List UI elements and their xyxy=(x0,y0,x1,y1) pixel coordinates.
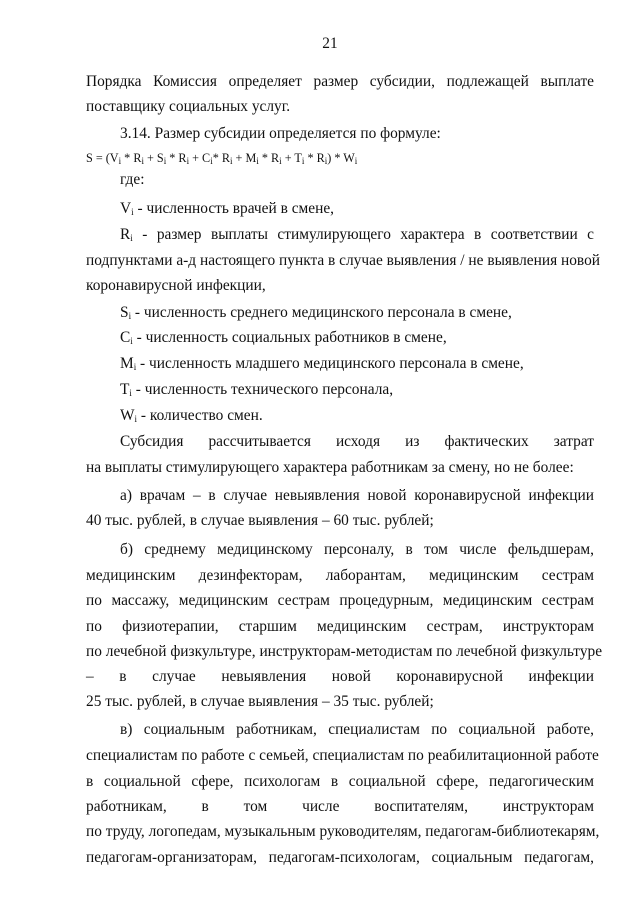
text-line: по труду, логопедам, музыкальным руководителям, педагогам-библиотекарям, xyxy=(86,823,600,840)
text-line: коронавирусной инфекции, xyxy=(86,277,266,294)
text-line: по массажу, медицинским сестрам процедурным, медицинским сестрам xyxy=(86,592,594,609)
definition-w: $W_i$ - количество смен. xyxy=(120,407,263,424)
text-line: 40 тыс. рублей, в случае выявления – 60 тыс. рублей; xyxy=(86,512,434,529)
text-line: специалистам по работе с семьей, специалистам по реабилитационной работе xyxy=(86,747,599,764)
text-line: подпунктами а-д настоящего пункта в случае выявления / не выявления новой xyxy=(86,252,601,269)
definition-m: $M_i$ - численность младшего медицинского персонала в смене, xyxy=(120,355,524,372)
page-number: 21 xyxy=(322,35,338,52)
text-line: 3.14. Размер субсидии определяется по формуле: xyxy=(120,125,441,142)
text-line: 25 тыс. рублей, в случае выявления – 35 тыс. рублей; xyxy=(86,693,434,710)
list-item-b: б) среднему медицинскому персоналу, в том числе фельдшерам, xyxy=(120,541,594,558)
list-item-v: в) социальным работникам, специалистам по социальной работе, xyxy=(120,721,594,738)
text-line: на выплаты стимулирующего характера работникам за смену, но не более: xyxy=(86,459,574,476)
definition-v: $V_i$ - численность врачей в смене, xyxy=(120,200,335,217)
definition-c: $C_i$ - численность социальных работников в смене, xyxy=(120,329,447,346)
definition-s: $S_i$ - численность среднего медицинского персонала в смене, xyxy=(120,304,512,321)
definition-t: $T_i$ - численность технического персонала, xyxy=(120,381,394,398)
text-line: где: xyxy=(120,171,145,188)
text-line: Субсидия рассчитывается исходя из фактических затрат xyxy=(120,433,594,450)
definition-r: $R_i$ - размер выплаты стимулирующего характера в соответствии с xyxy=(120,226,594,243)
text-line: – в случае невыявления новой коронавирусной инфекции xyxy=(86,668,594,685)
text-line: Порядка Комиссия определяет размер субсидии, подлежащей выплате xyxy=(86,73,594,90)
formula: $S = (V_i * R_i + S_i * R_i + C_i*$ $R_i + M_i * R_i + T_i * R_i) * W_i$ xyxy=(86,151,358,166)
text-line: работникам, в том числе воспитателям, инструкторам xyxy=(86,798,594,815)
text-line: поставщику социальных услуг. xyxy=(86,98,291,115)
text-line: медицинским дезинфекторам, лаборантам, медицинским сестрам xyxy=(86,567,594,584)
list-item-a: а) врачам – в случае невыявления новой коронавирусной инфекции xyxy=(120,487,594,504)
text-line: в социальной сфере, психологам в социальной сфере, педагогическим xyxy=(86,773,594,790)
text-line: педагогам-организаторам, педагогам-психологам, социальным педагогам, xyxy=(86,849,594,866)
text-line: по лечебной физкультуре, инструкторам-методистам по лечебной физкультуре xyxy=(86,643,603,660)
text-line: по физиотерапии, старшим медицинским сестрам, инструкторам xyxy=(86,618,594,635)
